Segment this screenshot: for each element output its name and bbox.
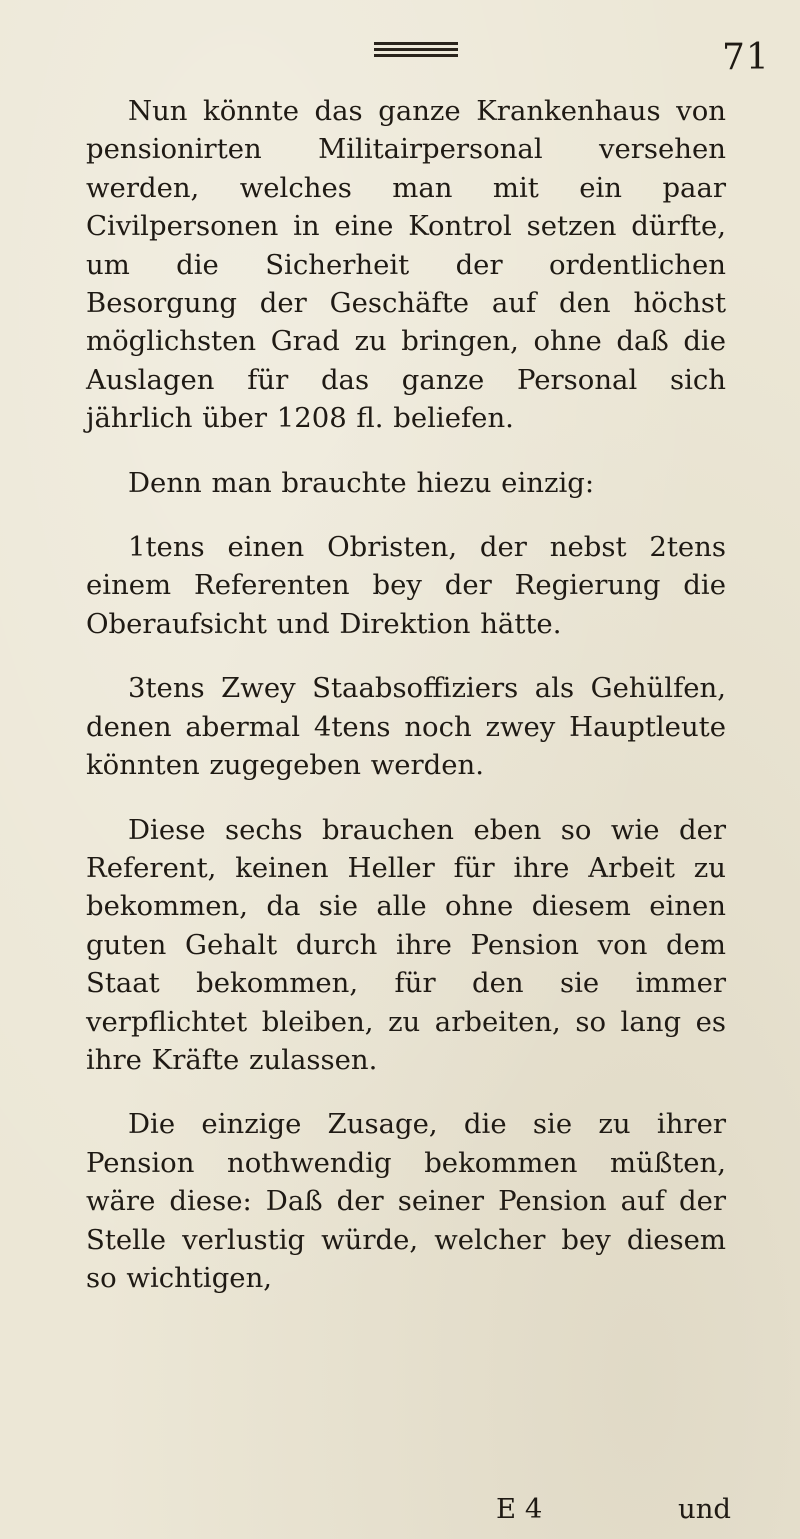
paragraph-6: Die einzige Zusage, die sie zu ihrer Pension nothwendig bekommen müßten, wäre diese: Daß der seiner Pension auf der Stelle verlustig würde, welcher bey diesem so wichtigen, [86,1108,726,1294]
paragraph-1: Nun könnte das ganze Krankenhaus von pensionirten Militairpersonal versehen werden, welches man mit ein paar Civilpersonen in eine Kontrol setzen dürfte, um die Sicherheit der ordentlichen Besorgung der Geschäfte auf den höchst möglichsten Grad zu bringen, ohne daß die Auslagen für das ganze Personal sich jährlich über 1208 fl. beliefen. [86,95,726,435]
page-footer [86,1490,732,1530]
paragraph-3: 1tens einen Obristen, der nebst 2tens einem Referenten bey der Regierung die Oberaufsicht und Direktion hätte. [86,531,726,640]
page-header [0,28,800,78]
body-text [86,92,726,1297]
page-number: 71 [722,37,770,78]
paragraph-2: Denn man brauchte hiezu einzig: [128,466,595,499]
paragraph-4: 3tens Zwey Staabsoffiziers als Gehülfen, denen abermal 4tens noch zwey Hauptleute könnten zugegeben werden. [86,672,726,782]
signature-mark: E 4 [496,1493,543,1525]
paragraph-5: Diese sechs brauchen eben so wie der Referent, keinen Heller für ihre Arbeit zu bekommen, da sie alle ohne diesem einen guten Gehalt durch ihre Pension von dem Staat bekommen, für den sie immer verpflichtet bleiben, zu arbeiten, so lang es ihre Kräfte zulassen. [86,813,726,1076]
catchword: und [678,1493,732,1525]
header-ornament [374,42,458,64]
